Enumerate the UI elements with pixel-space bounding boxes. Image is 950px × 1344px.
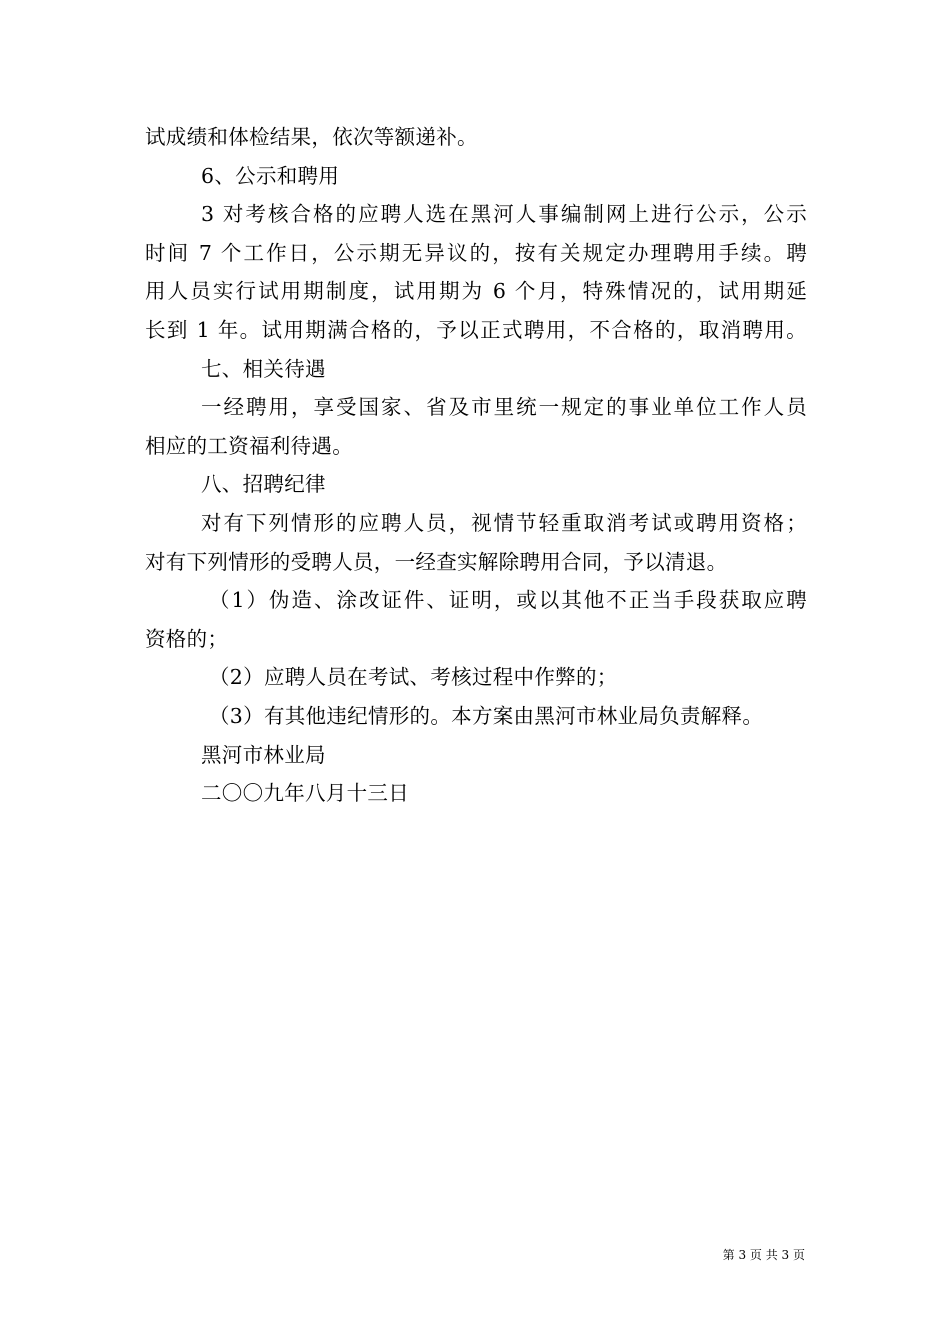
paragraph-line: 相应的工资福利待遇。 [145, 433, 353, 458]
paragraph-line: 一经聘用，享受国家、省及市里统一规定的事业单位工作人员 [201, 395, 807, 420]
section-heading: 八、招聘纪律 [201, 472, 326, 497]
list-item: （1）伪造、涂改证件、证明，或以其他不正当手段获取应聘 [209, 588, 807, 613]
document-body [145, 118, 807, 813]
section-heading: 6、公示和聘用 [201, 163, 340, 188]
paragraph-line: 用人员实行试用期制度，试用期为 6 个月，特殊情况的，试用期延 [145, 279, 807, 304]
paragraph-line: 时间 7 个工作日，公示期无异议的，按有关规定办理聘用手续。聘 [145, 240, 807, 265]
paragraph-line: 3 对考核合格的应聘人选在黑河人事编制网上进行公示，公示 [201, 202, 807, 227]
paragraph-line: 对有下列情形的受聘人员，一经查实解除聘用合同，予以清退。 [145, 549, 728, 574]
list-item: （2）应聘人员在考试、考核过程中作弊的； [209, 665, 618, 690]
section-heading: 七、相关待遇 [201, 356, 326, 381]
signature-date: 二〇〇九年八月十三日 [201, 781, 409, 806]
signature-organization: 黑河市林业局 [201, 742, 326, 767]
list-item-continuation: 资格的； [145, 626, 229, 651]
page-number: 第 3 页 共 3 页 [722, 1248, 805, 1262]
paragraph-line: 长到 1 年。试用期满合格的，予以正式聘用，不合格的，取消聘用。 [145, 317, 807, 342]
paragraph-line: 试成绩和体检结果，依次等额递补。 [145, 125, 478, 149]
list-item: （3）有其他违纪情形的。本方案由黑河市林业局负责解释。 [209, 703, 764, 728]
paragraph-line: 对有下列情形的应聘人员，视情节轻重取消考试或聘用资格； [201, 510, 807, 535]
